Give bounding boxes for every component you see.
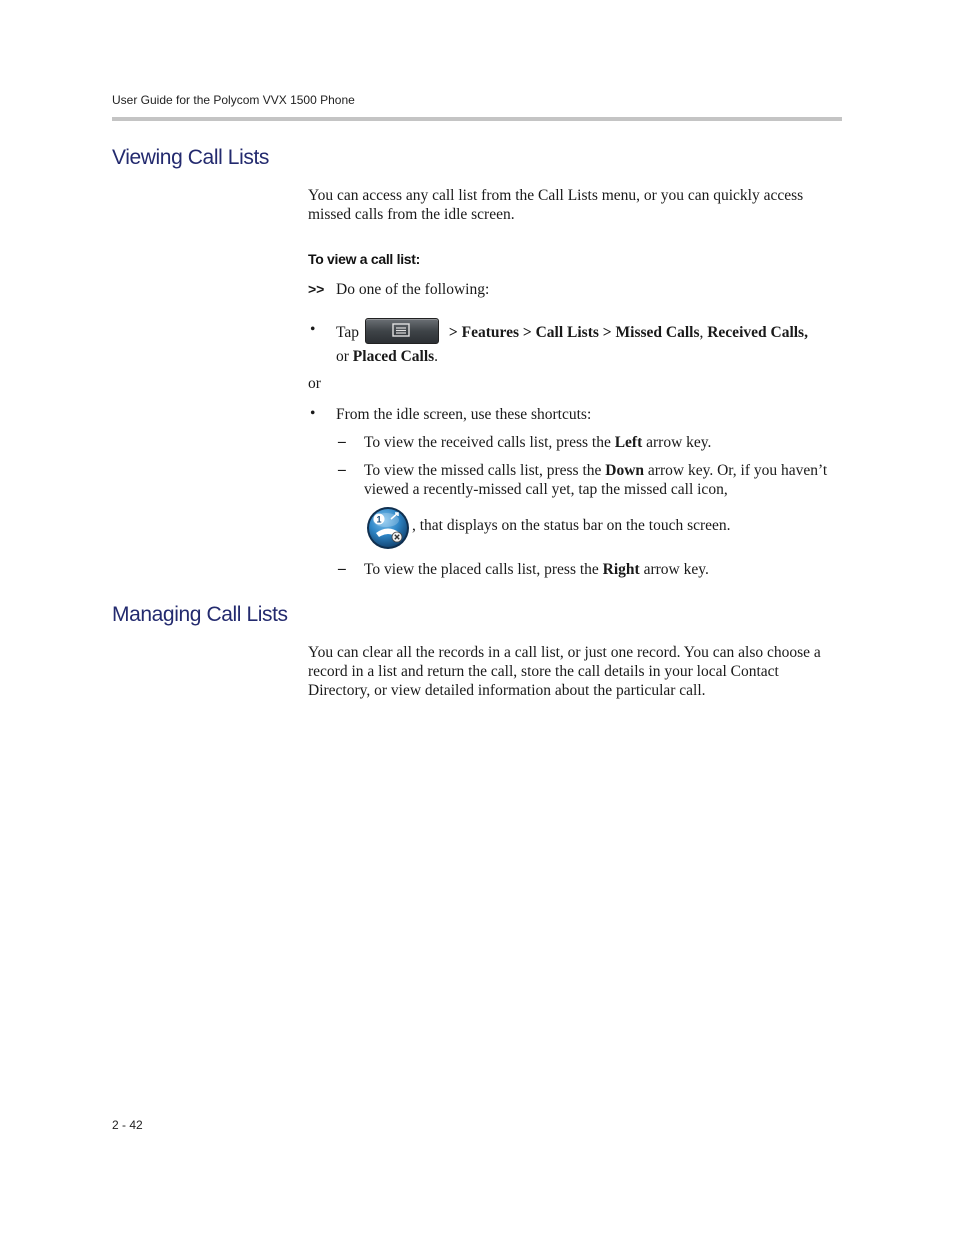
menu-path-missed-calls: Missed Calls (615, 324, 700, 341)
menu-path-call-lists: Call Lists (535, 324, 599, 341)
path-sep: > (598, 324, 616, 341)
intro-paragraph: You can access any call list from the Call Lists menu, or you can quickly access missed calls from the idle screen. (308, 187, 804, 223)
missed-call-icon[interactable] (366, 506, 410, 550)
dash-marker: – (338, 461, 346, 478)
menu-path-received-calls: Received Calls, (707, 324, 808, 341)
bullet-item-tap (336, 321, 842, 369)
menu-button[interactable] (365, 318, 439, 344)
heading-managing-call-lists: Managing Call Lists (112, 603, 288, 626)
sub-text: To view the received calls list, press the (364, 434, 615, 451)
sub-text: To view the placed calls list, press the (364, 561, 603, 578)
managing-paragraph: You can clear all the records in a call list, or just one record. You can also choose a record in a list and return the call, store the call details in your local Contact Directory, or view detailed information about the particular call. (308, 644, 821, 699)
running-header: User Guide for the Polycom VVX 1500 Phone (112, 93, 355, 107)
tap-word: Tap (336, 324, 360, 341)
dash-marker: – (338, 433, 346, 450)
step-line (308, 280, 842, 299)
menu-path-placed-calls: Placed Calls (352, 348, 435, 365)
path-sep: > (519, 324, 536, 341)
sub-text: arrow key. (639, 561, 709, 578)
key-right: Right (602, 561, 640, 578)
key-left: Left (614, 434, 643, 451)
bullet-item-idle: From the idle screen, use these shortcuts: (336, 406, 592, 423)
path-sep: > (445, 324, 462, 341)
menu-path-features: Features (461, 324, 520, 341)
sub-item-right (364, 560, 842, 579)
sub-item-left (364, 433, 842, 452)
period: . (434, 348, 439, 365)
step-marker: >> (308, 281, 325, 297)
page-number: 2 - 42 (112, 1118, 143, 1132)
bullet-marker: • (310, 321, 316, 338)
sub-text: arrow key. Or, if you haven’t viewed a recently-missed call yet, tap the missed call icon, (364, 462, 828, 498)
missed-count-badge: 1 (376, 514, 382, 525)
sub-text: To view the missed calls list, press the (364, 462, 606, 479)
menu-list-icon (392, 323, 410, 337)
missed-icon-caption: , that displays on the status bar on the touch screen. (412, 517, 731, 534)
bullet-marker: • (310, 405, 316, 422)
comma: , (699, 324, 708, 341)
heading-viewing-call-lists: Viewing Call Lists (112, 146, 269, 169)
dash-marker: – (338, 560, 346, 577)
key-down: Down (605, 462, 645, 479)
step-text: Do one of the following: (336, 281, 490, 298)
header-rule (112, 117, 842, 121)
or-separator: or (308, 375, 321, 392)
or-word: or (336, 348, 353, 365)
sub-text: arrow key. (642, 434, 712, 451)
procedure-title: To view a call list: (308, 251, 421, 267)
sub-item-down (364, 461, 834, 499)
